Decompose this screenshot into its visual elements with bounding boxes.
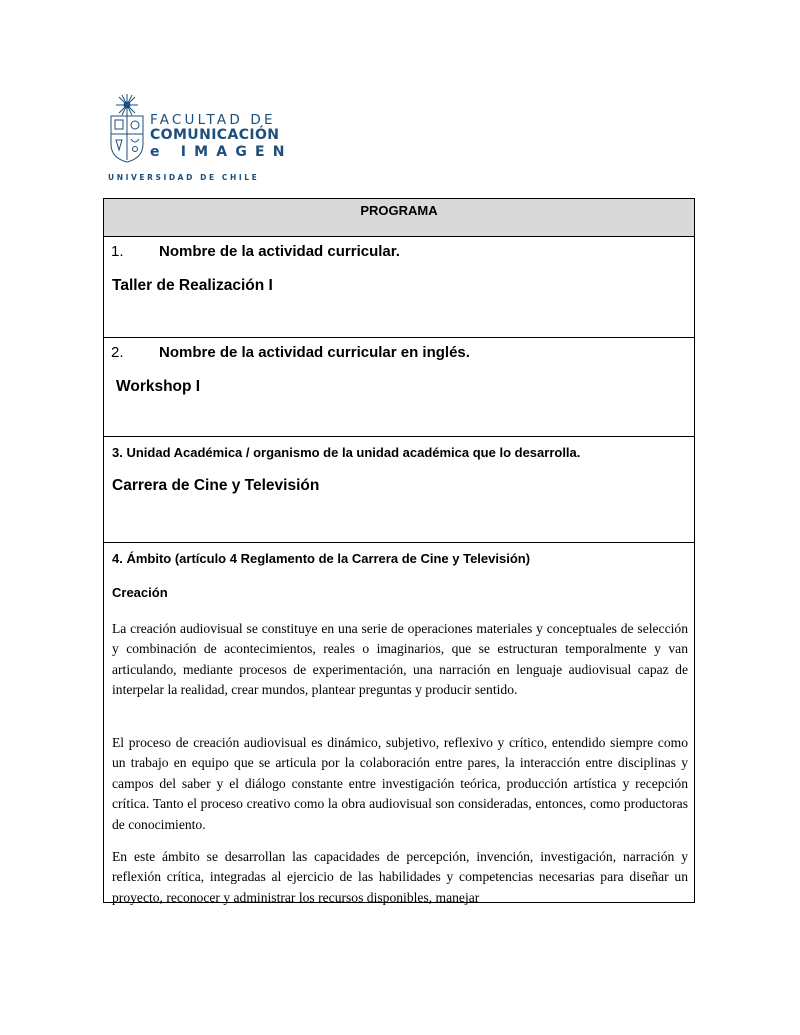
section-1-heading [111, 243, 400, 260]
section-activity-name [104, 236, 694, 337]
table-header-title: PROGRAMA [360, 203, 438, 218]
section-2-number: 2. [111, 344, 124, 361]
section-1-number: 1. [111, 243, 124, 260]
section-4-subtitle: Creación [112, 585, 168, 600]
section-2-title: Nombre de la actividad curricular en inglés. [159, 344, 470, 361]
logo-text-image: e IMAGEN [150, 144, 293, 160]
logo-text-university: UNIVERSIDAD DE CHILE [108, 173, 260, 182]
faculty-logo [108, 92, 298, 184]
section-scope [104, 542, 694, 905]
section-2-value: Workshop I [116, 378, 201, 395]
section-4-paragraph-3: En este ámbito se desarrollan las capacidades de percepción, invención, investigación, narración y reflexión crítica, integradas al ejercicio de las habilidades y competencias necesarias para diseñar un proyecto, reconocer y administrar los recursos disponibles, manejar [112, 849, 688, 905]
section-1-title: Nombre de la actividad curricular. [159, 243, 400, 260]
section-1-value: Taller de Realización I [112, 277, 273, 294]
logo-text-communication: COMUNICACIÓN [150, 127, 280, 143]
section-4-title: 4. Ámbito (artículo 4 Reglamento de la Carrera de Cine y Televisión) [112, 551, 531, 566]
section-2-heading [111, 344, 470, 361]
university-emblem-icon [108, 92, 146, 164]
section-3-value: Carrera de Cine y Televisión [112, 477, 320, 494]
section-academic-unit [104, 436, 694, 542]
section-3-title: 3. Unidad Académica / organismo de la unidad académica que lo desarrolla. [112, 445, 581, 460]
section-activity-name-english [104, 337, 694, 436]
program-table [103, 198, 695, 903]
section-4-paragraph-2: El proceso de creación audiovisual es dinámico, subjetivo, reflexivo y crítico, entendido siempre como un trabajo en equipo que se articula por la colaboración entre pares, la interacción entre disciplinas y campos del saber y el diálogo constante entre investigación teórica, producción artística y recepción crítica. Tanto el proceso creativo como la obra audiovisual son consideradas, entonces, como productoras de conocimiento. [112, 735, 688, 832]
logo-text-faculty: FACULTAD DE [150, 112, 276, 128]
section-4-paragraph-1: La creación audiovisual se constituye en una serie de operaciones materiales y conceptuales de selección y combinación de acontecimientos, reales o imaginarios, que se estructuran temporalmente y van articulando, mediante procesos de experimentación, una narración en lenguaje audiovisual capaz de interpelar la realidad, crear mundos, plantear preguntas y producir sentido. [112, 621, 688, 698]
table-header-row [104, 199, 694, 236]
